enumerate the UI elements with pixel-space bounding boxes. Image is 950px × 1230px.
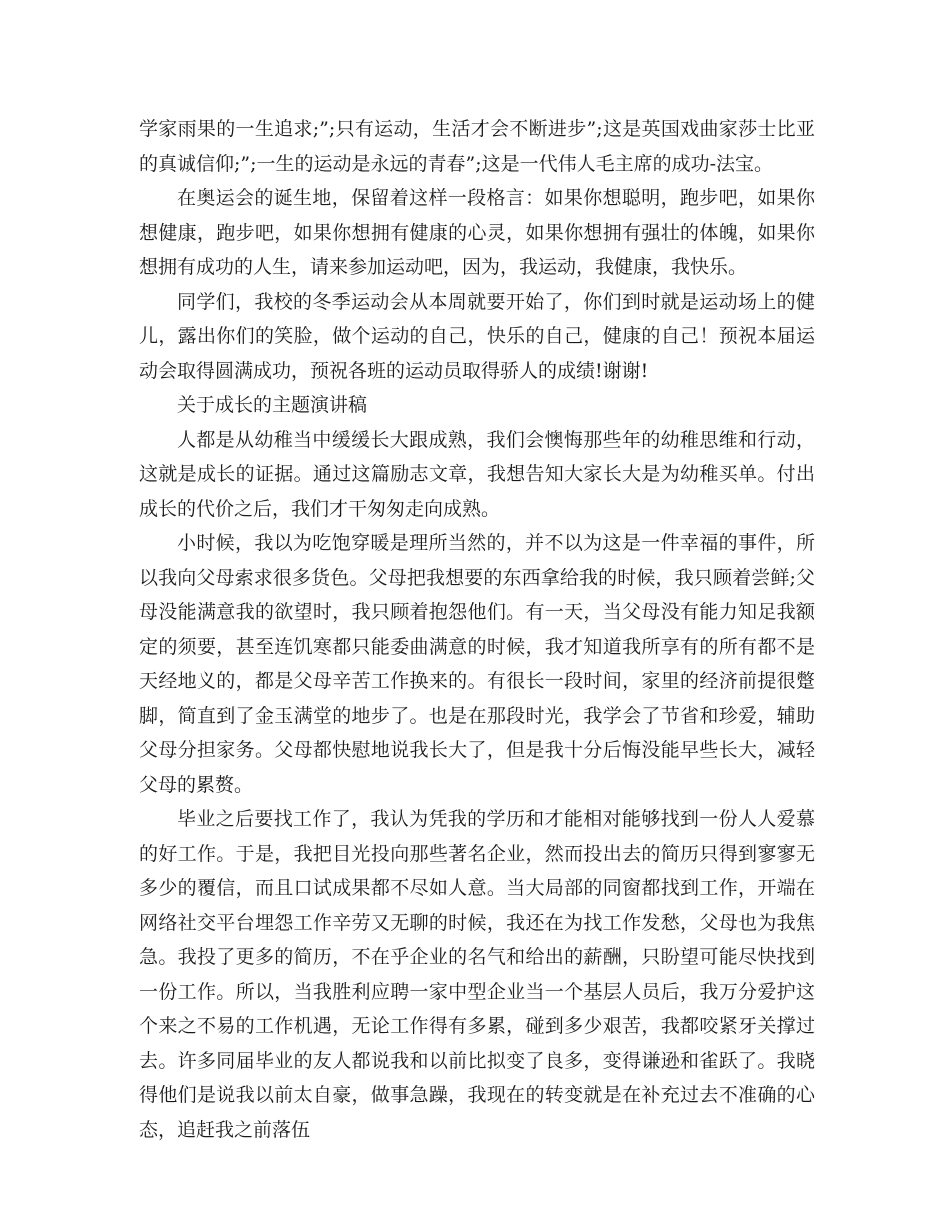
paragraph-1: 学家雨果的一生追求;”;只有运动，生活才会不断进步”;这是英国戏曲家莎士比亚的真诚信仰;”;一生的运动是永远的青春”;这是一代伟人毛主席的成功-法宝。 <box>139 118 815 175</box>
document-body <box>139 112 815 1147</box>
paragraph-5: 小时候，我以为吃饱穿暖是理所当然的，并不以为这是一件幸福的事件，所以我向父母索求很多货色。父母把我想要的东西拿给我的时候，我只顾着尝鲜;父母没能满意我的欲望时，我只顾着抱怨他们。有一天，当父母没有能力知足我额定的须要，甚至连饥寒都只能委曲满意的时候，我才知道我所享有的所有都不是天经地义的，都是父母辛苦工作换来的。有很长一段时间，家里的经济前提很蹩脚，简直到了金玉满堂的地步了。也是在那段时光，我学会了节省和珍爱，辅助父母分担家务。父母都快慰地说我长大了，但是我十分后悔没能早些长大，减轻父母的累赘。 <box>139 532 815 796</box>
paragraph-2: 在奥运会的诞生地，保留着这样一段格言：如果你想聪明，跑步吧，如果你想健康，跑步吧，如果你想拥有健康的心灵，如果你想拥有强壮的体魄，如果你想拥有成功的人生，请来参加运动吧，因为，我运动，我健康，我快乐。 <box>139 187 815 278</box>
section-heading: 关于成长的主题演讲稿 <box>177 394 368 416</box>
paragraph-6: 毕业之后要找工作了，我认为凭我的学历和才能相对能够找到一份人人爱慕的好工作。于是，我把目光投向那些著名企业，然而投出去的简历只得到寥寥无多少的覆信，而且口试成果都不尽如人意。当大局部的同窗都找到工作，开端在网络社交平台埋怨工作辛劳又无聊的时候，我还在为找工作发愁，父母也为我焦急。我投了更多的简历，不在乎企业的名气和给出的薪酬，只盼望可能尽快找到一份工作。所以，当我胜利应聘一家中型企业当一个基层人员后，我万分爱护这个来之不易的工作机遇，无论工作得有多累，碰到多少艰苦，我都咬紧牙关撑过去。许多同届毕业的友人都说我和以前比拟变了良多，变得谦逊和雀跃了。我晓得他们是说我以前太自豪，做事急躁，我现在的转变就是在补充过去不准确的心态，追赶我之前落伍 <box>139 808 815 1141</box>
paragraph-4: 人都是从幼稚当中缓缓长大跟成熟，我们会懊悔那些年的幼稚思维和行动，这就是成长的证据。通过这篇励志文章，我想告知大家长大是为幼稚买单。付出成长的代价之后，我们才干匆匆走向成熟。 <box>139 428 815 520</box>
paragraph-3: 同学们，我校的冬季运动会从本周就要开始了，你们到时就是运动场上的健儿，露出你们的笑脸，做个运动的自己，快乐的自己，健康的自己！预祝本届运动会取得圆满成功，预祝各班的运动员取得骄人的成绩!谢谢! <box>139 290 815 382</box>
